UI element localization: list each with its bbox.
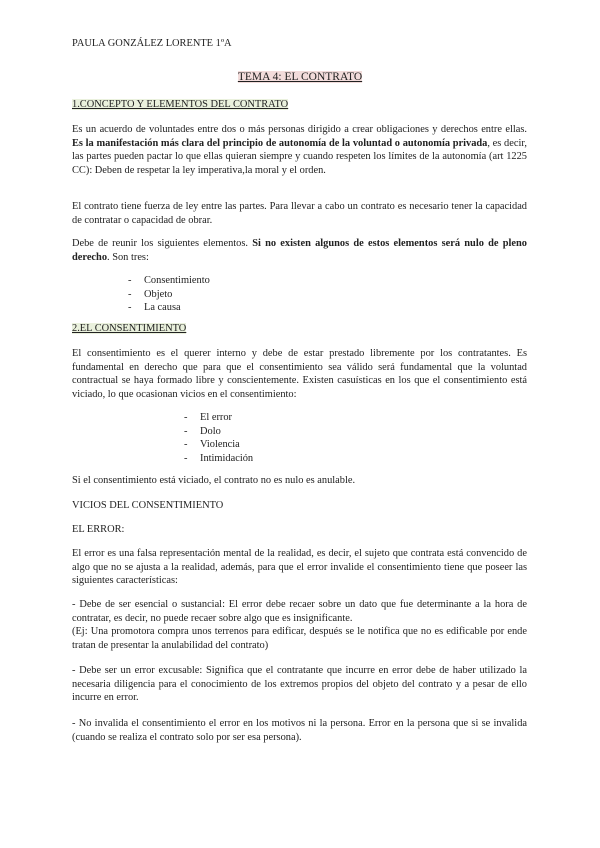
section1-paragraph1: Es un acuerdo de voluntades entre dos o más personas dirigido a crear obligaciones y derechos entre ellas. Es la manifestación más clara del principio de autonomía de la voluntad o autonomía privada, es decir, las partes pueden pactar lo que ellas quieran siempre y cuando respeten los límites de la autonomía (art 1225 CC): Deben de respetar la ley imperativa,la moral y el orden. xyxy=(72,124,527,176)
list-item: - Intimidación xyxy=(184,452,254,464)
section2-paragraph1: El consentimiento es el querer interno y debe de estar prestado libremente por los contratantes. Es fundamental en derecho que para que el consentimiento sea válido será fundamental que la voluntad contractual se haya formado libre y conscientemente. Existen casuísticas en los que el consentimiento está viciado, lo que ocasionan vicios en el consentimiento: xyxy=(72,348,527,400)
vicios-subheading: VICIOS DEL CONSENTIMIENTO xyxy=(72,500,224,511)
characteristic-3: - No invalida el consentimiento el error en los motivos ni la persona. Error en la persona que si se invalida (cuando se realiza el contrato solo por ser esa persona). xyxy=(72,718,527,743)
list-item: - Dolo xyxy=(184,425,221,437)
characteristic-2: - Debe ser un error excusable: Significa que el contratante que incurre en error debe de haber utilizado la necesaria diligencia para el conocimiento de los extremos propios del objeto del contrato y a pesar de ello incurre en error. xyxy=(72,665,527,704)
vicios-list xyxy=(184,411,253,465)
section2-paragraph2: Si el consentimiento está viciado, el contrato no es nulo es anulable. xyxy=(72,475,356,486)
section1-paragraph2: El contrato tiene fuerza de ley entre las partes. Para llevar a cabo un contrato es necesario tener la capacidad de contratar o capacidad de obrar. xyxy=(72,201,527,226)
list-item: - Violencia xyxy=(184,439,240,451)
elements-list xyxy=(128,274,210,315)
characteristic-1: - Debe de ser esencial o sustancial: El error debe recaer sobre un dato que fue determinante a la hora de contratar, es decir, no puede recaer sobre algo que es insignificante. xyxy=(72,599,527,624)
section1-paragraph3: Debe de reunir los siguientes elementos. Si no existen algunos de estos elementos será nulo de pleno derecho. Son tres: xyxy=(72,238,527,263)
list-item: - El error xyxy=(184,412,233,423)
list-item: - Consentimiento xyxy=(128,275,210,286)
section1-heading: 1.CONCEPTO Y ELEMENTOS DEL CONTRATO xyxy=(72,99,289,110)
characteristic-1-example: (Ej: Una promotora compra unos terrenos para edificar, después se le notifica que no es edificable por ende tratan de presentar la anulabilidad del contrato) xyxy=(72,626,527,651)
author-header: PAULA GONZÁLEZ LORENTE 1ºA xyxy=(72,38,232,49)
list-item: - Objeto xyxy=(128,288,173,300)
section2-heading: 2.EL CONSENTIMIENTO xyxy=(72,323,187,334)
error-paragraph: El error es una falsa representación mental de la realidad, es decir, el sujeto que contrata está convencido de algo que no se ajusta a la realidad, además, para que el error invalide el consentimiento tiene que poseer las siguientes características: xyxy=(72,548,527,587)
list-item: - La causa xyxy=(128,302,181,314)
page-title: TEMA 4: EL CONTRATO xyxy=(237,71,363,83)
error-heading: EL ERROR: xyxy=(72,524,125,535)
